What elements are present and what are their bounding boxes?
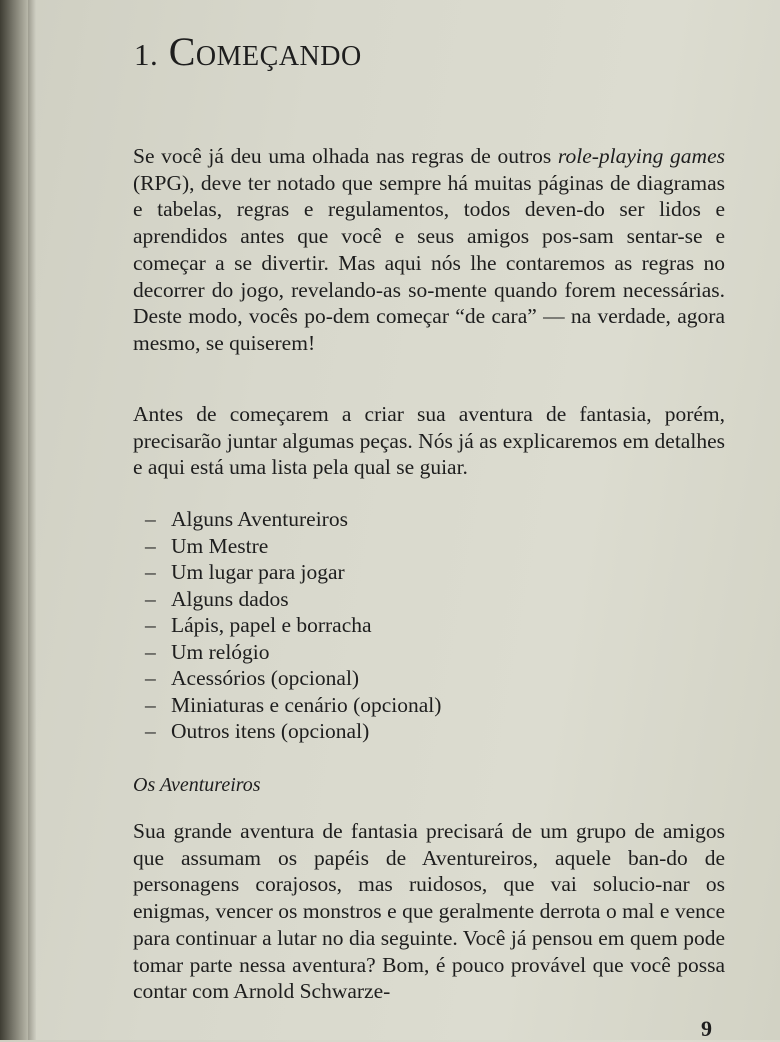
list-item: – Miniaturas e cenário (opcional) bbox=[145, 692, 442, 717]
section-subheading: Os Aventureiros bbox=[133, 774, 261, 796]
list-item: – Alguns Aventureiros bbox=[145, 507, 348, 531]
list-dash: – bbox=[145, 692, 156, 717]
list-dash: – bbox=[145, 507, 156, 531]
list-item: – Alguns dados bbox=[145, 586, 289, 611]
intro-paragraph bbox=[133, 143, 725, 357]
intro-text-part2: (RPG), deve ter notado que sempre há muitas páginas de diagramas e tabelas, regras e regulamentos, todos deven-do ser lidos e aprendidos antes que você e seus amigos pos-sam sentar-se e começar a se divertir. Mas aqui nós lhe contaremos as regras no decorrer do jogo, revelando-as so-mente quando forem necessárias. Deste modo, vocês po-dem começar “de cara” — na verdade, agora mesmo, se quiserem! bbox=[133, 170, 725, 355]
list-dash: – bbox=[145, 560, 156, 584]
list-item: – Acessórios (opcional) bbox=[145, 666, 360, 690]
intro-italic-term: role-playing games bbox=[557, 144, 725, 168]
page-number: 9 bbox=[701, 1016, 712, 1041]
list-item: – Um Mestre bbox=[145, 533, 269, 558]
list-dash: – bbox=[145, 719, 156, 743]
list-item: – Outros itens (opcional) bbox=[145, 719, 370, 743]
chapter-number: 1. bbox=[134, 37, 159, 72]
second-paragraph: Antes de começarem a criar sua aventura de fantasia, porém, precisarão juntar algumas peças. Nós já as explicaremos em detalhes e aqui está uma lista pela qual se guiar. bbox=[133, 402, 725, 480]
list-item: – Um lugar para jogar bbox=[145, 560, 345, 584]
list-dash: – bbox=[145, 533, 156, 558]
list-dash: – bbox=[145, 639, 156, 664]
list-item: – Lápis, papel e borracha bbox=[145, 613, 372, 637]
list-item: – Um relógio bbox=[145, 639, 270, 664]
chapter-heading bbox=[134, 28, 362, 75]
list-dash: – bbox=[145, 613, 156, 637]
intro-text-part1: Se você já deu uma olhada nas regras de outros bbox=[133, 144, 558, 168]
list-dash: – bbox=[145, 586, 156, 611]
page-gutter bbox=[28, 0, 36, 1040]
adventurers-paragraph: Sua grande aventura de fantasia precisará de um grupo de amigos que assumam os papéis de Aventureiros, aquele ban-do de personagens corajosos, mas ruidosos, que vai solucio-nar os enigmas, vencer os monstros e que geralmente derrota o mal e vence para continuar a lutar no dia seguinte. Você já pensou em quem pode tomar parte nessa aventura? Bom, é pouco provável que você possa contar com Arnold Schwarze- bbox=[133, 819, 725, 1004]
list-dash: – bbox=[145, 666, 156, 690]
items-list bbox=[145, 506, 441, 745]
chapter-title: Começando bbox=[168, 29, 362, 74]
book-binding bbox=[0, 0, 28, 1040]
